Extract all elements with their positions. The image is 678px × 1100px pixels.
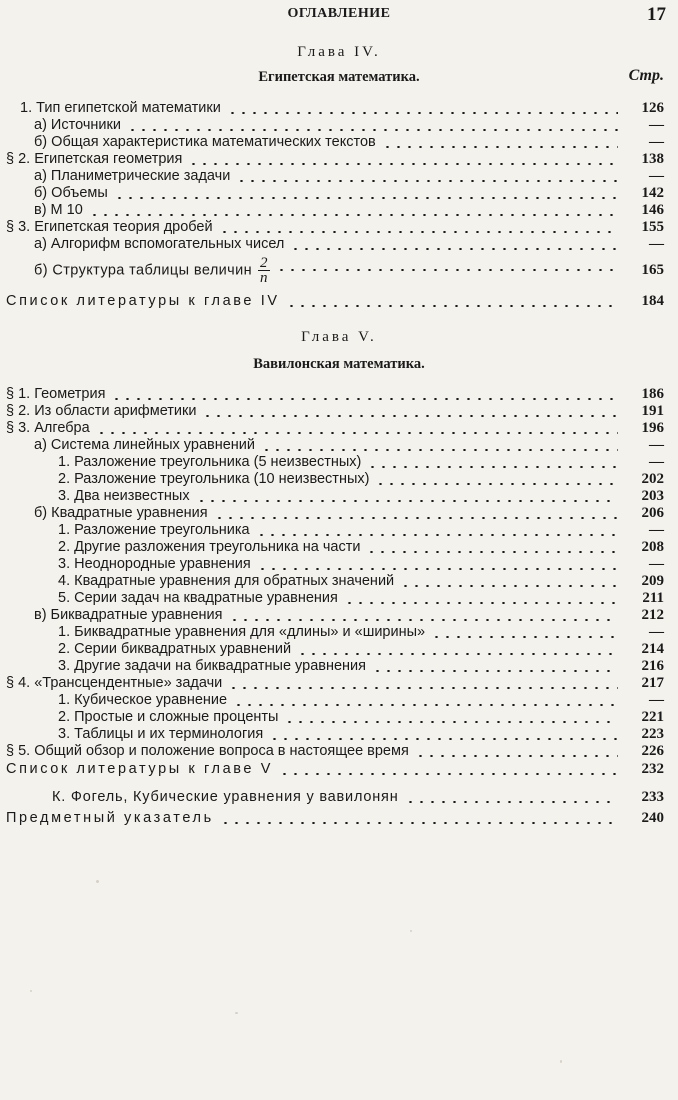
toc-entry[interactable] (0, 556, 678, 573)
toc-entry-page: 221 (641, 709, 664, 725)
toc-entry-page: 191 (641, 403, 664, 419)
toc-entry[interactable] (0, 151, 678, 168)
toc-entry-title: б) Общая характеристика математических текстов (34, 134, 376, 150)
page-column-label: Стр. (628, 67, 664, 84)
toc-entry-title: а) Алгорифм вспомогательных чисел (34, 236, 285, 252)
toc-entry-title: в) М 10 (34, 202, 83, 218)
toc-entry[interactable] (0, 641, 678, 658)
toc-entry-page: 212 (641, 607, 664, 623)
toc-entry-page: 206 (641, 505, 664, 521)
toc-entry-title: 2. Серии биквадратных уравнений (58, 641, 292, 657)
dot-leader (286, 305, 618, 307)
dot-leader (405, 801, 618, 803)
toc-entry-page: — (649, 117, 664, 133)
dot-leader (127, 129, 618, 131)
dot-leader (276, 269, 618, 271)
toc-entry-title (0, 256, 270, 285)
toc-entry-page: — (649, 236, 664, 252)
toc-entry[interactable] (0, 522, 678, 539)
toc-entry[interactable] (0, 726, 678, 743)
paper-speck (410, 930, 412, 932)
toc-entry[interactable] (0, 709, 678, 726)
toc-entry-title: а) Система линейных уравнений (34, 437, 255, 453)
toc-entry-page: 208 (641, 539, 664, 555)
toc-entry-page: — (649, 168, 664, 184)
toc-entry-title: б) Объемы (34, 185, 108, 201)
toc-entry-page: 214 (641, 641, 664, 657)
toc-entry-page: — (649, 692, 664, 708)
toc-entry-title: 3. Другие задачи на биквадратные уравнения (58, 658, 367, 674)
dot-leader (279, 773, 618, 775)
page-number: 17 (647, 4, 666, 25)
toc-entry[interactable] (0, 100, 678, 117)
toc-entry-title: 2. Простые и сложные проценты (58, 709, 279, 725)
dot-leader (372, 670, 618, 672)
toc-entry-title: § 5. Общий обзор и положение вопроса в настоящее время (6, 743, 409, 759)
toc-entry-title: § 3. Алгебра (6, 420, 90, 436)
toc-entry-title-text: б) Структура таблицы величин (34, 261, 253, 278)
fraction-numerator: 2 (260, 254, 268, 271)
toc-entry-page: 186 (641, 386, 664, 402)
toc-entry-title: 4. Квадратные уравнения для обратных значений (58, 573, 395, 589)
toc-entry-page: 240 (641, 810, 664, 826)
toc-entry[interactable] (0, 743, 678, 760)
dot-leader (269, 738, 618, 740)
toc-entry-title: § 3. Египетская теория дробей (6, 219, 213, 235)
toc-entry-title: 3. Два неизвестных (58, 488, 190, 504)
toc-entry[interactable] (0, 168, 678, 185)
dot-leader (366, 551, 618, 553)
toc-entry[interactable] (0, 403, 678, 420)
toc-entry-page: 184 (641, 293, 664, 309)
toc-entry-title: 3. Таблицы и их терминология (58, 726, 264, 742)
toc-entry-page: — (649, 522, 664, 538)
running-title: ОГЛАВЛЕНИЕ (287, 6, 391, 21)
dot-leader (400, 585, 618, 587)
toc-entry-title: а) Источники (34, 117, 121, 133)
toc-entry-title: § 4. «Трансцендентные» задачи (6, 675, 223, 691)
toc-entry-title: 1. Разложение треугольника (5 неизвестных) (58, 454, 362, 470)
toc-entry-title: 1. Кубическое уравнение (58, 692, 228, 708)
toc-entry-page: 232 (641, 761, 664, 777)
toc-entry[interactable] (0, 624, 678, 641)
dot-leader (214, 517, 618, 519)
toc-entry-page: 226 (641, 743, 664, 759)
toc-entry-page: 202 (641, 471, 664, 487)
toc-entry-title: а) Планиметрические задачи (34, 168, 231, 184)
toc-entry-page: 209 (641, 573, 664, 589)
toc-entry-page: 216 (641, 658, 664, 674)
dot-leader (382, 146, 618, 148)
dot-leader (89, 214, 618, 216)
toc-entry[interactable] (0, 202, 678, 219)
fraction-denominator: n (260, 269, 268, 286)
toc-entry-references[interactable] (0, 293, 678, 310)
dot-leader (415, 755, 618, 757)
toc-entry-index[interactable] (0, 810, 678, 827)
paper-speck (235, 1012, 238, 1014)
dot-leader (202, 415, 618, 417)
fraction-2-over-n (258, 256, 270, 285)
toc-entry-appendix[interactable] (0, 789, 678, 806)
dot-leader (261, 449, 618, 451)
dot-leader (114, 197, 618, 199)
toc-entry[interactable] (0, 454, 678, 471)
dot-leader (297, 653, 618, 655)
dot-leader (228, 687, 618, 689)
dot-leader (188, 163, 618, 165)
dot-leader (220, 822, 618, 824)
toc-entry-page: — (649, 437, 664, 453)
dot-leader (219, 231, 618, 233)
toc-entry[interactable] (0, 488, 678, 505)
toc-entry-page: — (649, 134, 664, 150)
dot-leader (236, 180, 618, 182)
toc-entry[interactable] (0, 692, 678, 709)
toc-entry-page: 211 (642, 590, 664, 606)
toc-entry-title: 1. Биквадратные уравнения для «длины» и «ширины» (58, 624, 426, 640)
toc-entry-page: — (649, 556, 664, 572)
dot-leader (375, 483, 618, 485)
toc-entry-references[interactable] (0, 761, 678, 778)
toc-entry[interactable] (0, 658, 678, 675)
toc-entry-title: 3. Неоднородные уравнения (58, 556, 251, 572)
toc-entry-page: 217 (641, 675, 664, 691)
toc-entry-page: 196 (641, 420, 664, 436)
toc-entry-page: 165 (641, 261, 664, 278)
toc-entry[interactable] (0, 134, 678, 151)
toc-entry[interactable] (0, 505, 678, 522)
chapter-5-title: Вавилонская математика. (253, 356, 425, 372)
toc-entry[interactable] (0, 117, 678, 134)
page-header (0, 6, 678, 28)
toc-entry-page: 138 (641, 151, 664, 167)
toc-entry-title: в) Биквадратные уравнения (34, 607, 223, 623)
toc-entry-title: б) Квадратные уравнения (34, 505, 208, 521)
chapter-5-label: Глава V. (301, 329, 377, 345)
dot-leader (96, 432, 618, 434)
toc-entry-title: 1. Тип египетской математики (20, 100, 221, 116)
dot-leader (233, 704, 618, 706)
toc-entry-page: 233 (641, 789, 664, 805)
dot-leader (257, 568, 618, 570)
dot-leader (290, 248, 618, 250)
toc-entry[interactable] (0, 590, 678, 607)
toc-entry[interactable] (0, 675, 678, 692)
toc-entry-title: § 2. Египетская геометрия (6, 151, 183, 167)
toc-entry[interactable] (0, 386, 678, 403)
dot-leader (284, 721, 618, 723)
toc-entry-title: Список литературы к главе V (6, 761, 273, 777)
toc-entry-title: § 2. Из области арифметики (6, 403, 197, 419)
paper-speck (560, 1060, 562, 1063)
dot-leader (196, 500, 618, 502)
toc-entry[interactable] (0, 219, 678, 236)
toc-entry-page: 223 (641, 726, 664, 742)
toc-entry-page: 146 (641, 202, 664, 218)
toc-entry[interactable] (0, 236, 678, 253)
paper-speck (30, 990, 32, 992)
toc-entry-page: — (649, 454, 664, 470)
toc-entry-title: 2. Другие разложения треугольника на части (58, 539, 361, 555)
toc-entry[interactable] (0, 254, 678, 286)
toc-entry[interactable] (0, 437, 678, 454)
toc-entry-title: § 1. Геометрия (6, 386, 106, 402)
toc-entry-page: 203 (641, 488, 664, 504)
dot-leader (344, 602, 618, 604)
dot-leader (111, 398, 618, 400)
toc-entry-title: 5. Серии задач на квадратные уравнения (58, 590, 338, 606)
chapter-4-label: Глава IV. (297, 44, 381, 60)
toc-entry-page: 126 (641, 100, 664, 116)
dot-leader (227, 112, 618, 114)
toc-entry[interactable] (0, 185, 678, 202)
toc-entry-title: Список литературы к главе IV (6, 293, 280, 309)
toc-entry-title: 2. Разложение треугольника (10 неизвестных) (58, 471, 370, 487)
toc-entry[interactable] (0, 573, 678, 590)
toc-entry[interactable] (0, 539, 678, 556)
toc-entry-title: 1. Разложение треугольника (58, 522, 250, 538)
toc-entry[interactable] (0, 420, 678, 437)
toc-entry-page: 142 (641, 185, 664, 201)
toc-entry[interactable] (0, 607, 678, 624)
toc-entry[interactable] (0, 471, 678, 488)
dot-leader (256, 534, 618, 536)
dot-leader (367, 466, 618, 468)
toc-entry-title: Предметный указатель (6, 810, 214, 826)
paper-speck (96, 880, 99, 883)
toc-entry-page: — (649, 624, 664, 640)
dot-leader (229, 619, 618, 621)
chapter-4-title: Египетская математика. (258, 69, 420, 85)
dot-leader (431, 636, 618, 638)
toc-entry-title: К. Фогель, Кубические уравнения у вавилонян (52, 789, 399, 805)
toc-entry-page: 155 (641, 219, 664, 235)
